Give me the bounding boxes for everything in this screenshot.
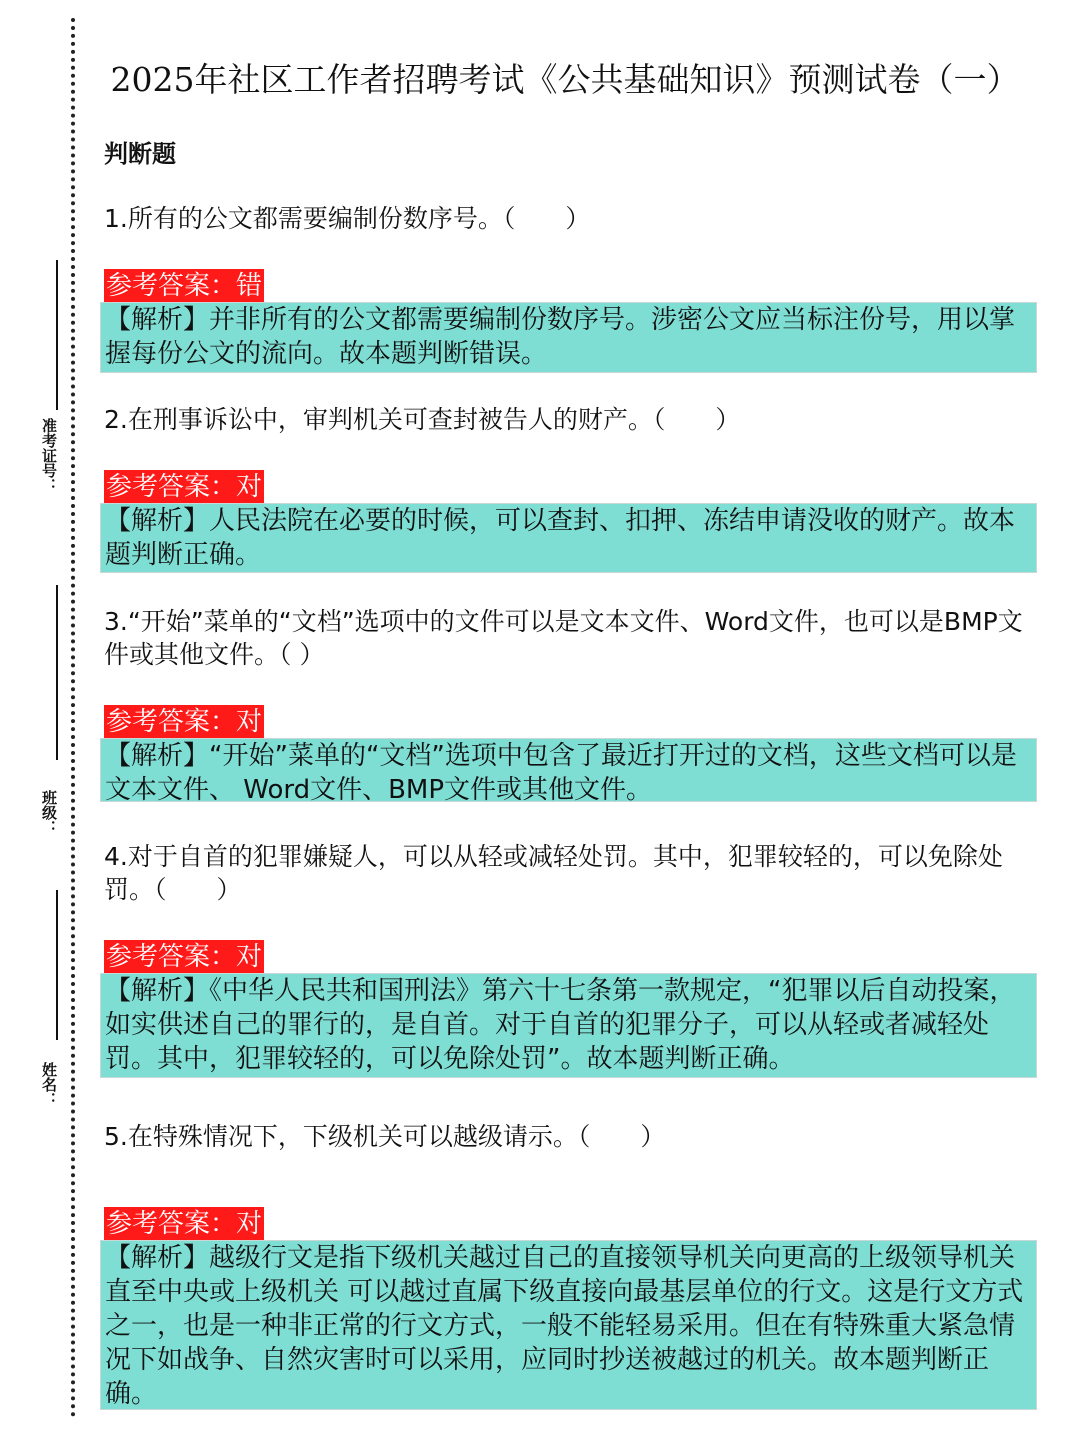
question-3: 3.“开始”菜单的“文档”选项中的文件可以是文本文件、Word文件，也可以是BMP文件或其他文件。（ ） — [104, 607, 1023, 669]
analysis-3: 【解析】“开始”菜单的“文档”选项中包含了最近打开过的文档，这些文档可以是文本文件、 Word文件、BMP文件或其他文件。 — [100, 738, 1037, 802]
page-title: 2025年社区工作者招聘考试《公共基础知识》预测试卷（一） — [110, 60, 1020, 99]
exam-id-label — [36, 418, 62, 493]
answer-4-badge: 参考答案：对 — [106, 942, 263, 972]
answer-1-badge: 参考答案：错 — [106, 271, 263, 301]
analysis-4: 【解析】《中华人民共和国刑法》第六十七条第一款规定，“犯罪以后自动投案，如实供述自己的罪行的，是自首。对于自首的犯罪分子，可以从轻或者减轻处罚。其中，犯罪较轻的，可以免除处罚”。故本题判断正确。 — [100, 973, 1037, 1078]
analysis-5: 【解析】越级行文是指下级机关越过自己的直接领导机关向更高的上级领导机关直至中央或上级机关 可以越过直属下级直接向最基层单位的行文。这是行文方式之一，也是一种非正常的行文方式，一般不能轻易采用。但在有特殊重大紧急情况下如战争、自然灾害时可以采用，应同时抄送被越过的机关。故本题判断正确。 — [100, 1240, 1037, 1410]
question-5: 5.在特殊情况下，下级机关可以越级请示。（ ） — [104, 1122, 666, 1151]
class-label-text: 班级： — [40, 790, 58, 835]
section-heading: 判断题 — [104, 140, 176, 168]
class-write-line — [56, 585, 58, 760]
name-label — [36, 1062, 62, 1107]
analysis-2: 【解析】人民法院在必要的时候，可以查封、扣押、冻结申请没收的财产。故本题判断正确。 — [100, 503, 1037, 573]
binding-dotted-line — [71, 18, 75, 1418]
name-write-line — [56, 890, 58, 1040]
analysis-1: 【解析】并非所有的公文都需要编制份数序号。涉密公文应当标注份号，用以掌握每份公文的流向。故本题判断错误。 — [100, 302, 1037, 373]
question-2: 2.在刑事诉讼中，审判机关可查封被告人的财产。（ ） — [104, 405, 741, 434]
answer-5-badge: 参考答案：对 — [106, 1209, 263, 1239]
exam-id-label-char: 准考证号： — [40, 418, 58, 493]
answer-2-badge: 参考答案：对 — [106, 472, 263, 502]
question-4: 4.对于自首的犯罪嫌疑人，可以从轻或减轻处罚。其中，犯罪较轻的，可以免除处罚。（ ） — [104, 842, 1003, 904]
question-1: 1.所有的公文都需要编制份数序号。（ ） — [104, 204, 591, 233]
name-label-text: 姓名： — [40, 1062, 58, 1107]
answer-3-badge: 参考答案：对 — [106, 707, 263, 737]
class-label — [36, 790, 62, 835]
exam-id-write-line — [56, 260, 58, 410]
